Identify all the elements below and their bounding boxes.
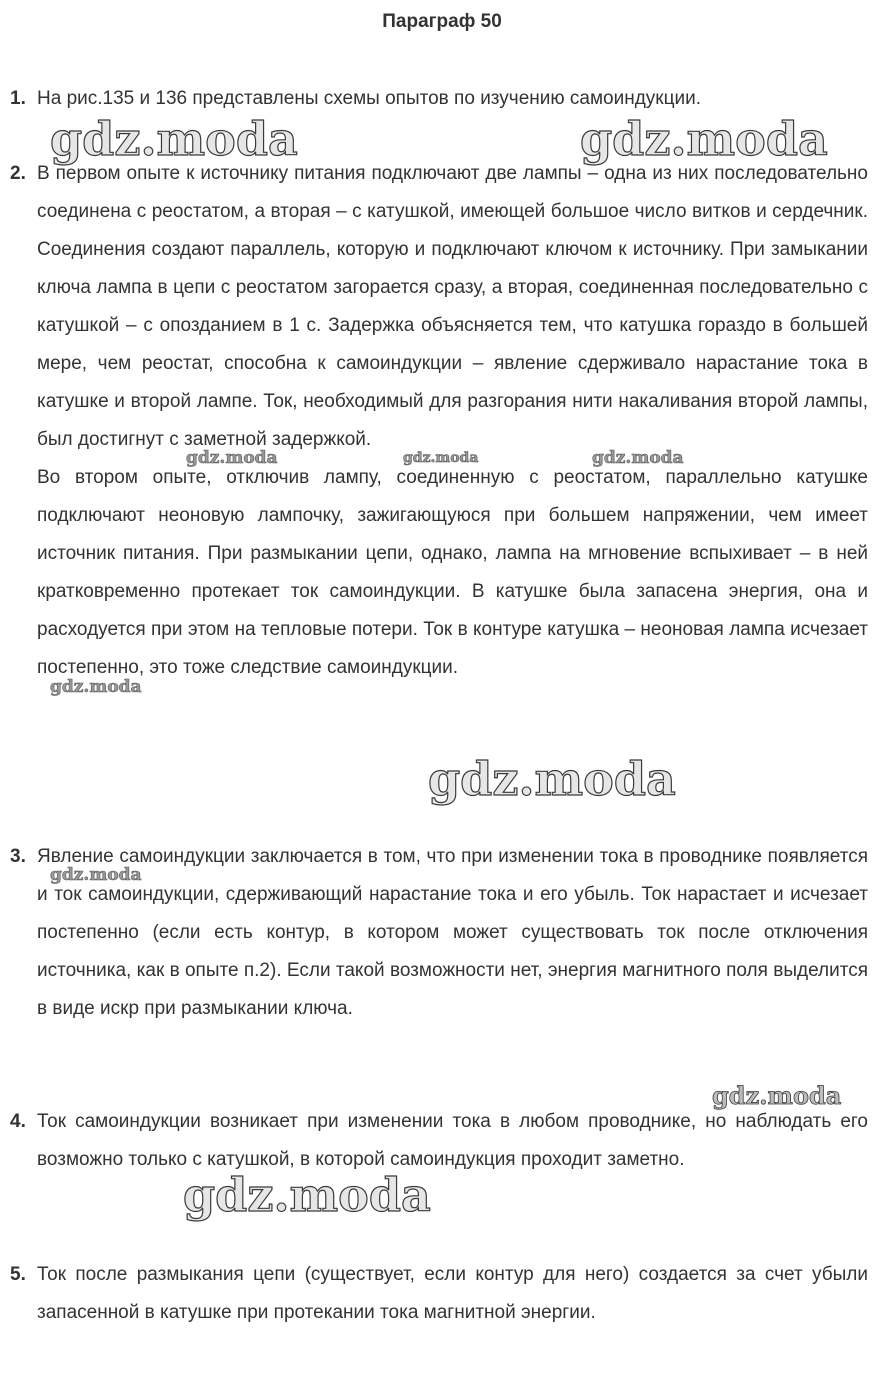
item-number: 3.	[10, 846, 26, 867]
watermark: gdz.moda	[183, 1168, 431, 1222]
item-text	[37, 155, 868, 687]
answer-item-2	[10, 155, 868, 687]
page-title: Параграф 50	[382, 11, 502, 32]
item-number: 5.	[10, 1264, 26, 1285]
watermark: gdz.moda	[428, 752, 676, 806]
answer-item-3	[10, 838, 868, 1028]
watermark: gdz.moda	[50, 865, 142, 885]
item-text	[37, 1103, 868, 1179]
paragraph: Ток самоиндукции возникает при изменении тока в любом проводнике, но наблюдать его возможно только с катушкой, в которой самоиндукция проходит заметно.	[37, 1111, 868, 1170]
paragraph: Во втором опыте, отключив лампу, соединенную с реостатом, параллельно катушке подключают неоновую лампочку, зажигающуюся при большем напряжении, чем имеет источник питания. При размыкании цепи, однако, лампа на мгновение вспыхивает – в ней кратковременно протекает ток самоиндукции. В катушке была запасена энергия, она и расходуется при этом на тепловые потери. Ток в контуре катушка – неоновая лампа исчезает постепенно, это тоже следствие самоиндукции.	[37, 467, 868, 678]
item-text	[37, 838, 868, 1028]
watermark: gdz.moda	[50, 112, 298, 166]
watermark: gdz.moda	[592, 448, 684, 468]
answer-item-4	[10, 1103, 868, 1179]
paragraph: Ток после размыкания цепи (существует, если контур для него) создается за счет убыли запасенной в катушке при протекании тока магнитной энергии.	[37, 1264, 868, 1323]
answer-item-5	[10, 1256, 868, 1332]
paragraph: Явление самоиндукции заключается в том, что при изменении тока в проводнике появляется и ток самоиндукции, сдерживающий нарастание тока и его убыль. Ток нарастает и исчезает постепенно (если есть контур, в котором может существовать ток после отключения источника, как в опыте п.2). Если такой возможности нет, энергия магнитного поля выделится в виде искр при размыкании ключа.	[37, 846, 868, 1019]
watermark: gdz.moda	[580, 112, 828, 166]
watermark: gdz.moda	[186, 448, 278, 468]
answer-item-1	[10, 80, 868, 118]
paragraph: На рис.135 и 136 представлены схемы опытов по изучению самоиндукции.	[37, 88, 701, 109]
watermark: gdz.moda	[403, 450, 479, 466]
item-number: 1.	[10, 88, 26, 109]
item-text	[37, 80, 868, 118]
item-number: 4.	[10, 1111, 26, 1132]
item-number: 2.	[10, 163, 26, 184]
item-text	[37, 1256, 868, 1332]
watermark: gdz.moda	[50, 677, 142, 697]
paragraph: В первом опыте к источнику питания подключают две лампы – одна из них последовательно соединена с реостатом, а вторая – с катушкой, имеющей большое число витков и сердечник. Соединения создают параллель, которую и подключают ключом к источнику. При замыкании ключа лампа в цепи с реостатом загорается сразу, а вторая, соединенная последовательно с катушкой – с опозданием в 1 с. Задержка объясняется тем, что катушка гораздо в большей мере, чем реостат, способна к самоиндукции – явление сдерживало нарастание тока в катушке и второй лампе. Ток, необходимый для разгорания нити накаливания второй лампы, был достигнут с заметной задержкой.	[37, 163, 868, 450]
watermark: gdz.moda	[712, 1081, 842, 1110]
